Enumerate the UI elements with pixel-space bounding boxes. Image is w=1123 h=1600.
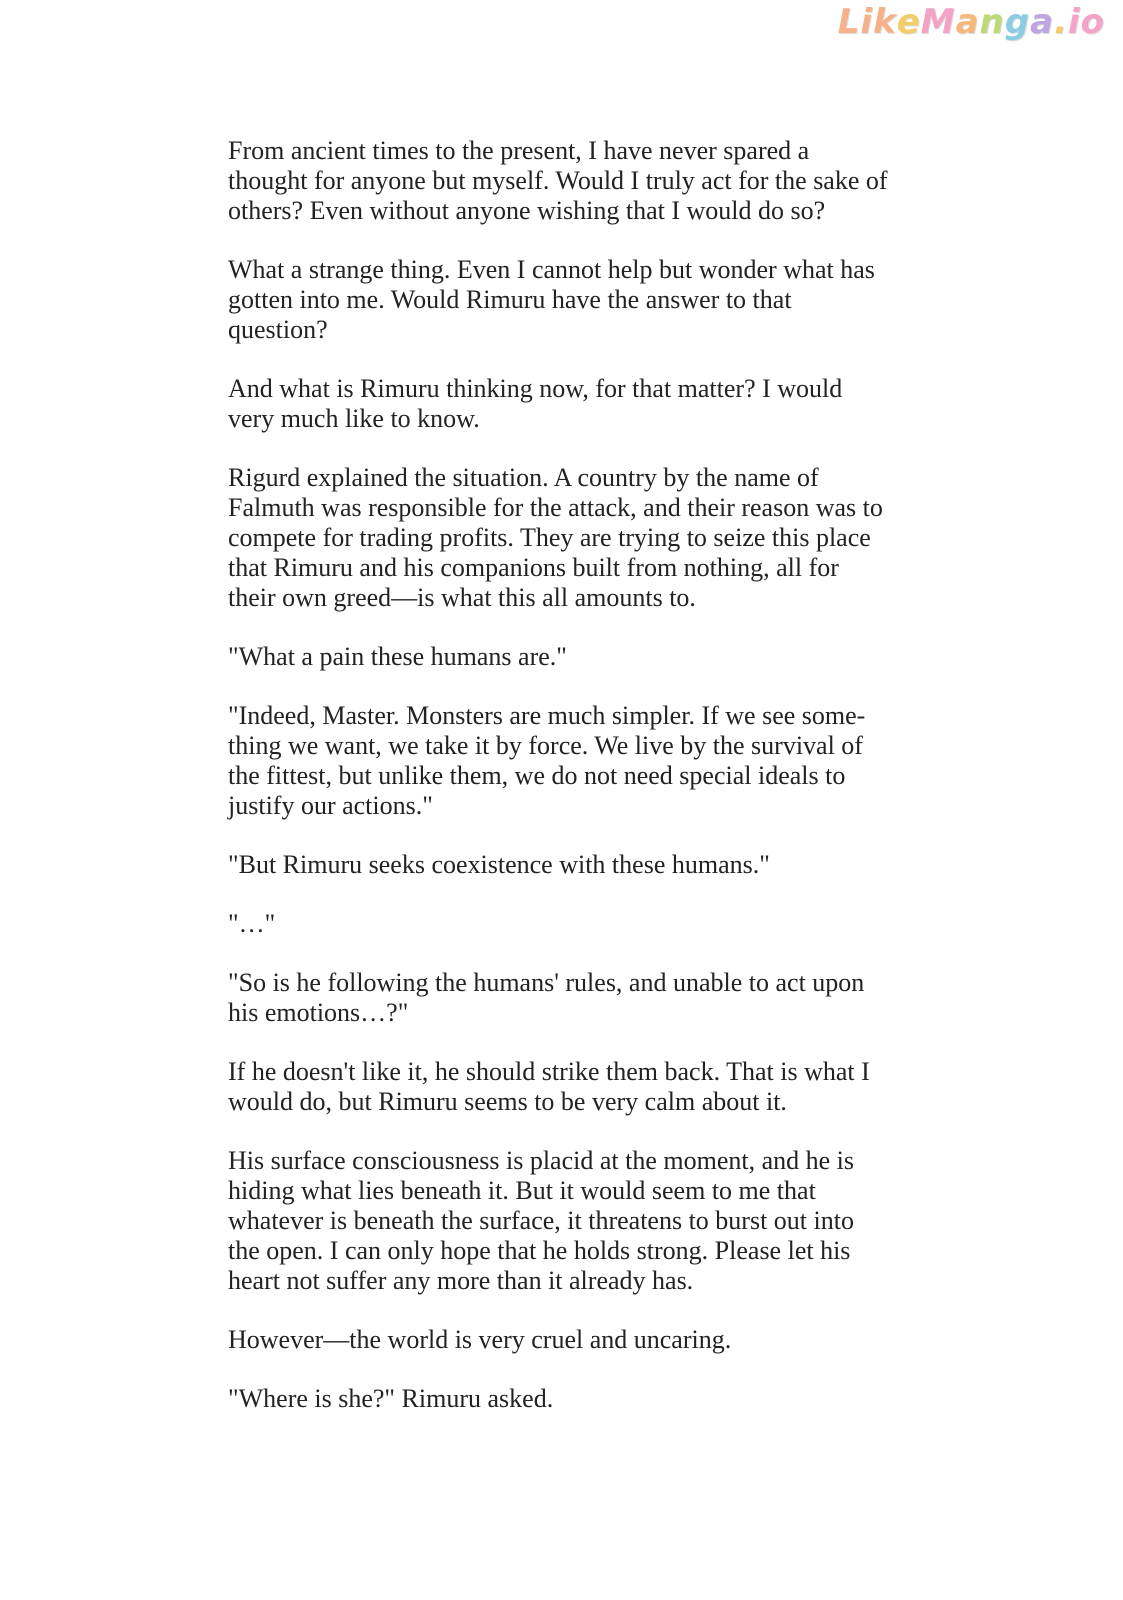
paragraph: And what is Rimuru thinking now, for that matter? I would very much like to know. bbox=[228, 374, 843, 433]
watermark-part: . bbox=[1054, 2, 1068, 42]
dialogue-line: "…" bbox=[228, 909, 276, 938]
paragraph: However—the world is very cruel and uncaring. bbox=[228, 1325, 732, 1354]
paragraph: What a strange thing. Even I cannot help but wonder what has gotten into me. Would Rimuru have the answer to that question? bbox=[228, 255, 875, 344]
watermark-part: M bbox=[920, 2, 956, 42]
novel-page-body bbox=[228, 136, 888, 1443]
watermark-part: a bbox=[1030, 2, 1055, 42]
paragraph: From ancient times to the present, I have never spared a thought for anyone but myself. Would I truly act for the sake of others? Even without anyone wishing that I would do so? bbox=[228, 136, 888, 225]
site-watermark-logo bbox=[838, 2, 1105, 42]
paragraph: If he doesn't like it, he should strike them back. That is what I would do, but Rimuru seems to be very calm about it. bbox=[228, 1057, 870, 1116]
dialogue-line: "But Rimuru seeks coexistence with these humans." bbox=[228, 850, 770, 879]
paragraph: His surface consciousness is placid at the moment, and he is hiding what lies beneath it. But it would seem to me that whatever is beneath the surface, it threatens to burst out into the open. I can only hope that he holds strong. Please let his heart not suffer any more than it already has. bbox=[228, 1146, 855, 1295]
watermark-part: n bbox=[979, 2, 1005, 42]
watermark-part: g bbox=[1004, 2, 1031, 42]
watermark-part: Lik bbox=[837, 2, 897, 42]
dialogue-line: "What a pain these humans are." bbox=[228, 642, 567, 671]
watermark-part: e bbox=[896, 2, 921, 42]
dialogue-line: "Where is she?" Rimuru asked. bbox=[228, 1384, 554, 1413]
watermark-part: io bbox=[1067, 2, 1105, 42]
paragraph: Rigurd explained the situation. A country by the name of Falmuth was responsible for the attack, and their reason was to compete for trading profits. They are trying to seize this place that Rimuru and his companions built from nothing, all for their own greed—is what this all amounts to. bbox=[228, 463, 883, 612]
dialogue-line: "Indeed, Master. Monsters are much simpler. If we see something we want, we take it by force. We live by the survival of the fittest, but unlike them, we do not need special ideals to justify our actions." bbox=[228, 701, 866, 820]
dialogue-line: "So is he following the humans' rules, and unable to act upon his emotions…?" bbox=[228, 968, 865, 1027]
watermark-part: a bbox=[955, 2, 980, 42]
